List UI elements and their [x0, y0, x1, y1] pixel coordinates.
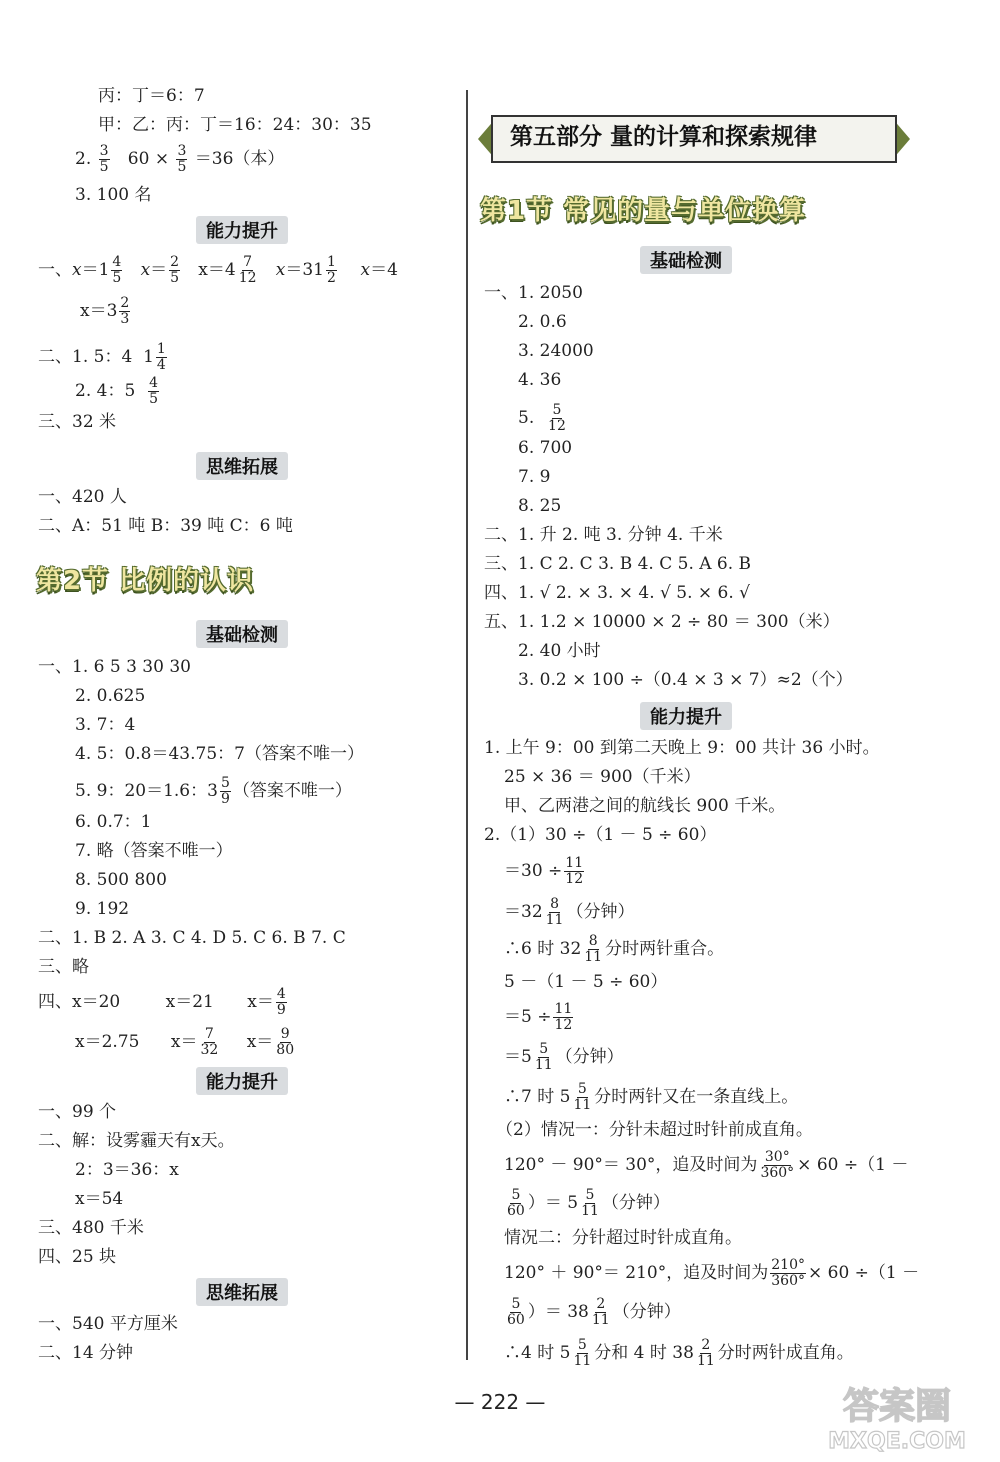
text-line: 7. 略（答案不唯一） [75, 841, 233, 861]
text-line: 9. 192 [75, 899, 130, 919]
text-line: x＝54 [75, 1189, 124, 1209]
equation: ＝5 [504, 1047, 532, 1067]
equation: x＝2.75 [75, 1032, 140, 1052]
equation-line: 120° ＋ 90°＝ 210°，追及时间为 $\frac{210^\circ}{360^\circ}$ × 60 ÷（1 － [504, 1257, 920, 1289]
subheading-basic: 基础检测 [196, 620, 288, 648]
text-line: 二、解：设雾霾天有x天。 [38, 1131, 235, 1151]
text-line: 1. 上午 9：00 到第二天晚上 9：00 共计 36 小时。 [484, 738, 880, 758]
text-line: 二、A：51 吨 B：39 吨 C：6 吨 [38, 516, 293, 536]
q2-expr: 60 × [127, 149, 170, 169]
equation: ∴7 时 5 [504, 1087, 571, 1107]
text-line: 丙：丁＝6：7 [98, 86, 205, 106]
er-line-2: 2. 4：5 $\frac{4}{5}$ [75, 375, 158, 407]
unit: （分钟） [601, 1193, 670, 1213]
unit: （分钟） [555, 1047, 624, 1067]
text-line: 4. 36 [518, 370, 562, 390]
section-title-1: 第1节 常见的量与单位换算 [480, 196, 807, 226]
item-prefix: 5. [518, 408, 535, 428]
equation: 分和 4 时 38 [594, 1343, 694, 1363]
text-line: 三、略 [38, 957, 89, 977]
text-line: 情况二：分针超过时针成直角。 [504, 1228, 742, 1248]
text-line: 2. 40 小时 [518, 641, 601, 661]
equation: ）＝ 5 [527, 1193, 579, 1213]
text-line: 二、14 分钟 [38, 1343, 134, 1363]
text-line: （2）情况一：分针未超过时针前成直角。 [496, 1120, 813, 1140]
equation-line: ∴6 时 32 $\frac{8}{11}$ 分时两针重合。 [504, 933, 725, 965]
text-line: 四、25 块 [38, 1247, 117, 1267]
equation: x＝21 [165, 992, 214, 1012]
page-number: — 222 — [454, 1390, 546, 1414]
text-line: 二、1. 升 2. 吨 3. 分钟 4. 千米 [484, 525, 723, 545]
unit: （分钟） [566, 902, 635, 922]
svg-text:答案圈: 答案圈 [842, 1386, 952, 1427]
text-line: 2. 0.625 [75, 686, 146, 706]
equation: x＝3 [80, 301, 118, 321]
text-line: 甲：乙：丙：丁＝16：24：30：35 [98, 115, 372, 135]
q2-prefix: 2. [75, 149, 92, 169]
watermark-logo [812, 1376, 982, 1456]
section-title-2: 第2节 比例的认识 [36, 566, 255, 596]
equation-line: ∴7 时 5 $\frac{5}{11}$ 分时两针又在一条直线上。 [504, 1081, 799, 1113]
item-note: （答案不唯一） [232, 781, 352, 801]
text-line: 甲、乙两港之间的航线长 900 千米。 [504, 796, 786, 816]
equation: x＝4 [198, 260, 236, 280]
text-line: 2：3＝36：x [75, 1160, 179, 1180]
item-text: 2. 4：5 [75, 381, 136, 401]
equation: × 60 ÷（1 － [797, 1155, 909, 1175]
text-line: 一、1. 6 5 3 30 30 [38, 657, 191, 677]
equation: ＝5 ÷ [504, 1007, 552, 1027]
subheading-thinking: 思维拓展 [196, 452, 288, 480]
text-line: 5 －（1 － 5 ÷ 60） [504, 972, 668, 992]
part-title: 第五部分 量的计算和探索规律 [510, 124, 818, 150]
text-line: 2. 0.6 [518, 312, 567, 332]
text-line: 8. 500 800 [75, 870, 167, 890]
equation: 120° ＋ 90°＝ 210°，追及时间为 [504, 1263, 769, 1283]
si-row-1: 四、x＝20 x＝21 x＝ $\frac{4}{9}$ [38, 986, 286, 1018]
equation-line: ＝5 ÷ $\frac{11}{12}$ [504, 1001, 573, 1033]
equation: x＝ [246, 1032, 274, 1052]
column-divider [466, 90, 468, 1360]
text-line: 3. 7：4 [75, 715, 136, 735]
equation-line: $\frac{5}{60}$ ）＝ 5 $\frac{5}{11}$ （分钟） [507, 1187, 670, 1219]
text-line: 4. 5：0.8＝43.75：7（答案不唯一） [75, 744, 364, 764]
text-line: 6. 700 [518, 438, 573, 458]
text-line: 8. 25 [518, 496, 562, 516]
equation: ∴6 时 32 [504, 939, 582, 959]
conclusion: 分时两针重合。 [605, 939, 725, 959]
equation: ＝30 ÷ [504, 861, 563, 881]
conclusion: 分时两针成直角。 [717, 1343, 854, 1363]
item-text: 二、1. 5：4 [38, 347, 133, 367]
equation-line: ∴4 时 5 $\frac{5}{11}$ 分和 4 时 38 $\frac{2}{11}$ 分时两针成直角。 [504, 1337, 854, 1369]
equation-line: ＝32 $\frac{8}{11}$ （分钟） [504, 896, 635, 928]
text-line: 25 × 36 ＝ 900（千米） [504, 767, 701, 787]
text-line: 2.（1）30 ÷（1 － 5 ÷ 60） [484, 825, 717, 845]
svg-text:MXQE.COM: MXQE.COM [828, 1429, 966, 1454]
text-line: 7. 9 [518, 467, 551, 487]
equation-line: $\frac{5}{60}$ ）＝ 38 $\frac{2}{11}$ （分钟） [507, 1296, 681, 1328]
text-line: 三、480 千米 [38, 1218, 144, 1238]
equation: ∴4 时 5 [504, 1343, 571, 1363]
equation-line: ＝30 ÷ $\frac{11}{12}$ [504, 855, 584, 887]
item-text: 5. 9：20＝1.6：3 [75, 781, 218, 801]
text-line: 一、420 人 [38, 487, 127, 507]
equation: × 60 ÷（1 － [807, 1263, 920, 1283]
text-line: 四、1. √ 2. × 3. × 4. √ 5. × 6. √ [484, 583, 750, 603]
q2-result: ＝36（本） [194, 149, 285, 169]
fraction: $\frac{3}{5}$ [177, 143, 187, 175]
text-line: 6. 0.7：1 [75, 812, 152, 832]
question-2 [75, 144, 284, 175]
equation: x＝ [247, 992, 274, 1012]
equation-line: 120° － 90°＝ 30°，追及时间为 $\frac{30^\circ}{360^\circ}$ × 60 ÷（1 － [504, 1149, 909, 1181]
equation: ＝32 [504, 902, 543, 922]
unit: （分钟） [612, 1302, 681, 1322]
equation: 四、x＝20 [38, 992, 121, 1012]
text-line: 二、1. B 2. A 3. C 4. D 5. C 6. B 7. C [38, 928, 346, 948]
text-line: 一、1. 2050 [484, 283, 583, 303]
text-line: 3. 24000 [518, 341, 594, 361]
subheading-basic: 基础检测 [640, 246, 732, 274]
equation: 120° － 90°＝ 30°，追及时间为 [504, 1155, 758, 1175]
subheading-ability: 能力提升 [640, 702, 732, 730]
text-line: 三、1. C 2. C 3. B 4. C 5. A 6. B [484, 554, 752, 574]
si-row-2: x＝2.75 x＝ $\frac{7}{32}$ x＝ $\frac{9}{80}$ [75, 1026, 295, 1058]
question-3: 3. 100 名 [75, 185, 152, 205]
fraction: $\frac{3}{5}$ [99, 143, 109, 175]
text-line: 一、540 平方厘米 [38, 1314, 178, 1334]
text-line: 3. 0.2 × 100 ÷（0.4 × 3 × 7）≈2（个） [518, 670, 853, 690]
item-prefix: 一、 [38, 260, 72, 280]
conclusion: 分时两针又在一条直线上。 [594, 1087, 799, 1107]
subheading-thinking: 思维拓展 [196, 1278, 288, 1306]
equation: x＝ [170, 1032, 198, 1052]
text-line: 5. 9：20＝1.6：3 $\frac{5}{9}$ （答案不唯一） [75, 775, 352, 807]
ability-row-1: 一、x＝1 $\frac{4}{5}$ x＝ $\frac{2}{5}$ x＝4 $\frac{7}{12}$ x＝31 $\frac{1}{2}$ x＝4 [38, 254, 398, 286]
text-line: 一、99 个 [38, 1102, 117, 1122]
er-line-1: 二、1. 5：4 1 $\frac{1}{4}$ [38, 341, 166, 373]
subheading-ability: 能力提升 [196, 1067, 288, 1095]
equation: ）＝ 38 [527, 1302, 589, 1322]
equation-line: ＝5 $\frac{5}{11}$ （分钟） [504, 1041, 624, 1073]
text-line: 5. $\frac{5}{12}$ [518, 402, 566, 434]
ability-row-2: x＝3 $\frac{2}{3}$ [80, 295, 130, 327]
subheading-ability: 能力提升 [196, 216, 288, 244]
text-line: 五、1. 1.2 × 10000 × 2 ÷ 80 ＝ 300（米） [484, 612, 840, 632]
san-line: 三、32 米 [38, 412, 117, 432]
